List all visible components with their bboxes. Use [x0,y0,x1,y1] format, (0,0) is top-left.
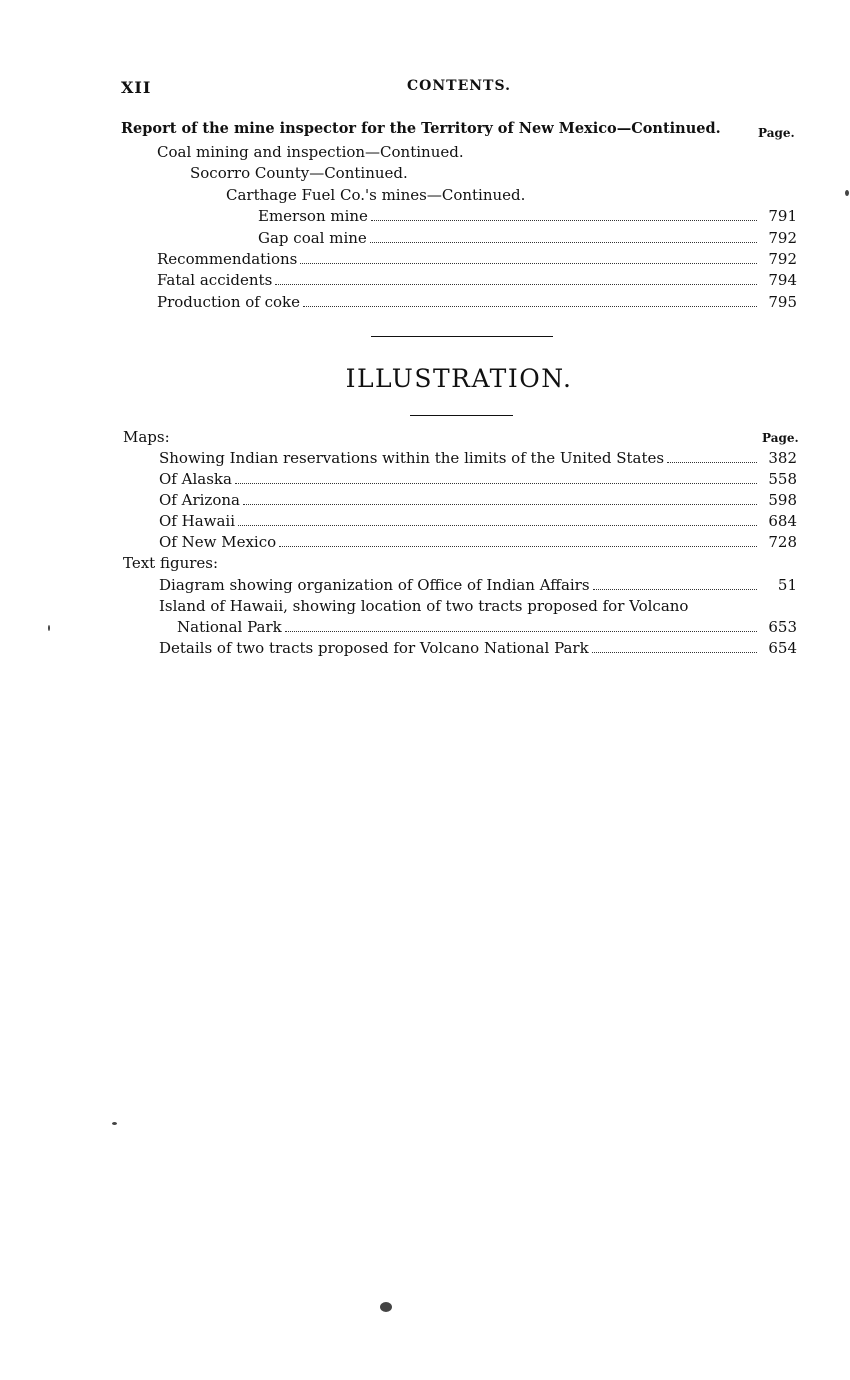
map-entry: Showing Indian reservations within the limits of the United States 382 [159,449,797,467]
contents-heading-coal-mining: Coal mining and inspection—Continued. [157,143,464,161]
maps-heading: Maps: [123,428,170,446]
title-underline [410,415,513,416]
illustration-page-label: Page. [762,431,799,445]
map-entry: Of Arizona 598 [159,491,797,509]
map-entry: Of New Mexico 728 [159,533,797,551]
contents-page-label: Page. [758,126,795,140]
contents-entry: Gap coal mine 792 [258,229,797,247]
page-header [121,78,797,100]
figure-entry: Details of two tracts proposed for Volcano National Park 654 [159,639,797,657]
figure-entry-line1: Island of Hawaii, showing location of two tracts proposed for Volcano [159,597,689,615]
figure-entry: Diagram showing organization of Office of Indian Affairs 51 [159,576,797,594]
contents-heading-socorro: Socorro County—Continued. [190,164,408,182]
figures-heading: Text figures: [123,554,219,572]
page-number: XII [121,78,152,97]
contents-entry: Recommendations 792 [157,250,797,268]
running-head: CONTENTS. [407,78,511,94]
contents-entry: Production of coke 795 [157,293,797,311]
illustration-title: ILLUSTRATION. [345,364,573,393]
contents-heading-report: Report of the mine inspector for the Territory of New Mexico—Continued. [121,120,721,137]
contents-entry: Emerson mine 791 [258,207,797,225]
section-divider [371,336,553,337]
map-entry: Of Alaska 558 [159,470,797,488]
map-entry: Of Hawaii 684 [159,512,797,530]
figure-entry-line2: National Park 653 [177,618,797,636]
contents-entry: Fatal accidents 794 [157,271,797,289]
contents-heading-carthage: Carthage Fuel Co.'s mines—Continued. [226,186,526,204]
